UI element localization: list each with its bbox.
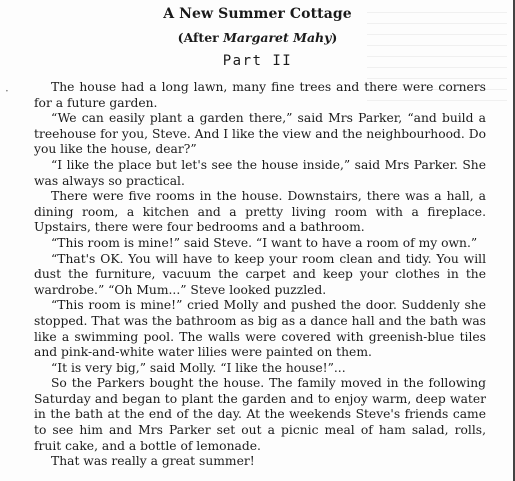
story-body xyxy=(34,80,486,470)
paragraph: So the Parkers bought the house. The family moved in the following Saturday and began to plant the garden and to enjoy warm, deep water in the bath at the end of the day. At the weekends Steve's friends came to see him and Mrs Parker set out a picnic meal of ham salad, rolls, fruit cake, and a bottle of lemonade. xyxy=(34,376,486,453)
attribution-suffix: ) xyxy=(331,30,338,45)
margin-mark: · xyxy=(5,84,9,98)
paragraph: “This room is mine!” said Steve. “I want to have a room of my own.” xyxy=(51,235,478,250)
part-heading: Part II xyxy=(222,53,293,69)
paragraph: “That's OK. You will have to keep your room clean and tidy. You will dust the furniture, vacuum the carpet and keep your clothes in the wardrobe.” “Oh Mum...” Steve looked puzzled. xyxy=(34,251,486,297)
paragraph: The house had a long lawn, many fine trees and there were corners for a future garden. xyxy=(34,80,486,110)
attribution-prefix: (After xyxy=(177,30,224,45)
author-name: Margaret Mahy xyxy=(223,30,332,45)
paragraph: “This room is mine!” cried Molly and pushed the door. Suddenly she stopped. That was the bathroom as big as a dance hall and the bath was like a swimming pool. The walls were covered with greenish-blue tiles and pink-and-white water lilies were painted on them. xyxy=(34,298,486,360)
paragraph: “I like the place but let's see the house inside,” said Mrs Parker. She was always so practical. xyxy=(34,157,486,188)
paragraph: “We can easily plant a garden there,” said Mrs Parker, “and build a treehouse for you, Steve. And I like the view and the neighbourhood. Do you like the house, dear?” xyxy=(34,111,486,157)
story-attribution xyxy=(0,30,515,45)
story-title: A New Summer Cottage xyxy=(163,6,352,22)
paragraph: There were five rooms in the house. Downstairs, there was a hall, a dining room, a kitchen and a pretty living room with a fireplace. Upstairs, there were four bedrooms and a bathroom. xyxy=(34,189,486,235)
paragraph: That was really a great summer! xyxy=(51,454,255,469)
paragraph: “It is very big,” said Molly. “I like the house!”... xyxy=(51,360,346,375)
